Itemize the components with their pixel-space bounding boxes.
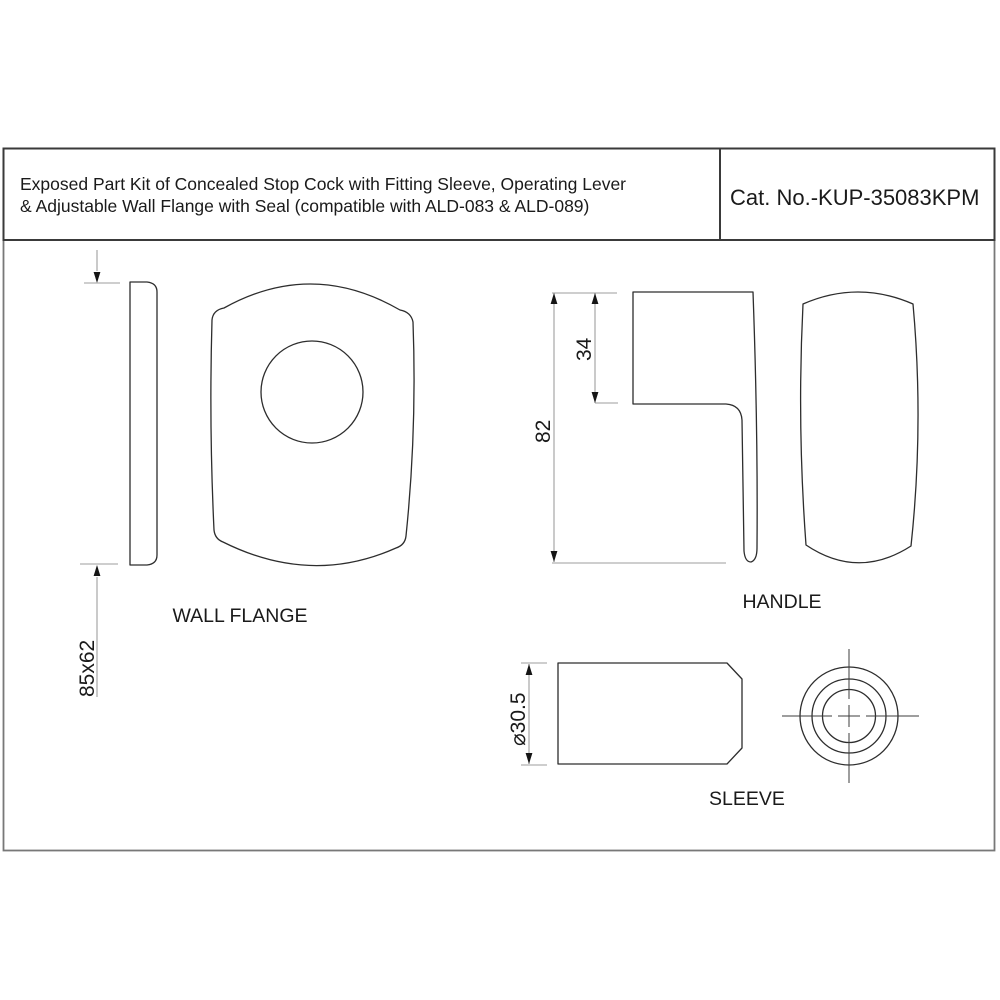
dim-label-34: 34 xyxy=(573,337,596,361)
wall-flange-label: WALL FLANGE xyxy=(172,605,308,627)
dim-arrow-up-icon xyxy=(526,664,533,675)
dimension-85x62 xyxy=(76,250,120,697)
wall-flange-views xyxy=(76,250,414,697)
handle-views xyxy=(532,292,918,613)
dim-label-85x62: 85x62 xyxy=(76,639,99,697)
dim-arrow-down-icon xyxy=(592,392,599,403)
dimension-diameter-30-5 xyxy=(507,663,547,765)
dim-arrow-up-icon xyxy=(551,293,558,304)
handle-side-view xyxy=(633,292,757,562)
wall-flange-side-view xyxy=(130,282,157,565)
sleeve-front-view xyxy=(782,649,919,783)
dim-arrow-down-icon xyxy=(551,551,558,562)
description-line-2: & Adjustable Wall Flange with Seal (compatible with ALD-083 & ALD-089) xyxy=(20,196,590,216)
sleeve-side-view xyxy=(558,663,742,764)
dimension-82 xyxy=(532,293,726,563)
sleeve-label: SLEEVE xyxy=(709,788,785,810)
wall-flange-front-view xyxy=(211,284,414,566)
wall-flange-hole xyxy=(261,341,363,443)
handle-front-view xyxy=(801,292,918,563)
handle-label: HANDLE xyxy=(742,591,822,613)
catalog-number: Cat. No.-KUP-35083KPM xyxy=(730,185,980,210)
dimension-34 xyxy=(573,293,618,403)
description-line-1: Exposed Part Kit of Concealed Stop Cock with Fitting Sleeve, Operating Lever xyxy=(20,174,627,194)
drawing-border xyxy=(4,149,995,851)
title-block xyxy=(20,174,979,216)
sleeve-views xyxy=(507,649,919,810)
dim-arrow-up-icon xyxy=(94,565,101,576)
dim-arrow-down-icon xyxy=(94,272,101,283)
dim-arrow-down-icon xyxy=(526,753,533,764)
dim-label-82: 82 xyxy=(532,419,555,443)
dim-arrow-up-icon xyxy=(592,293,599,304)
dim-label-diameter: ⌀30.5 xyxy=(507,692,530,746)
